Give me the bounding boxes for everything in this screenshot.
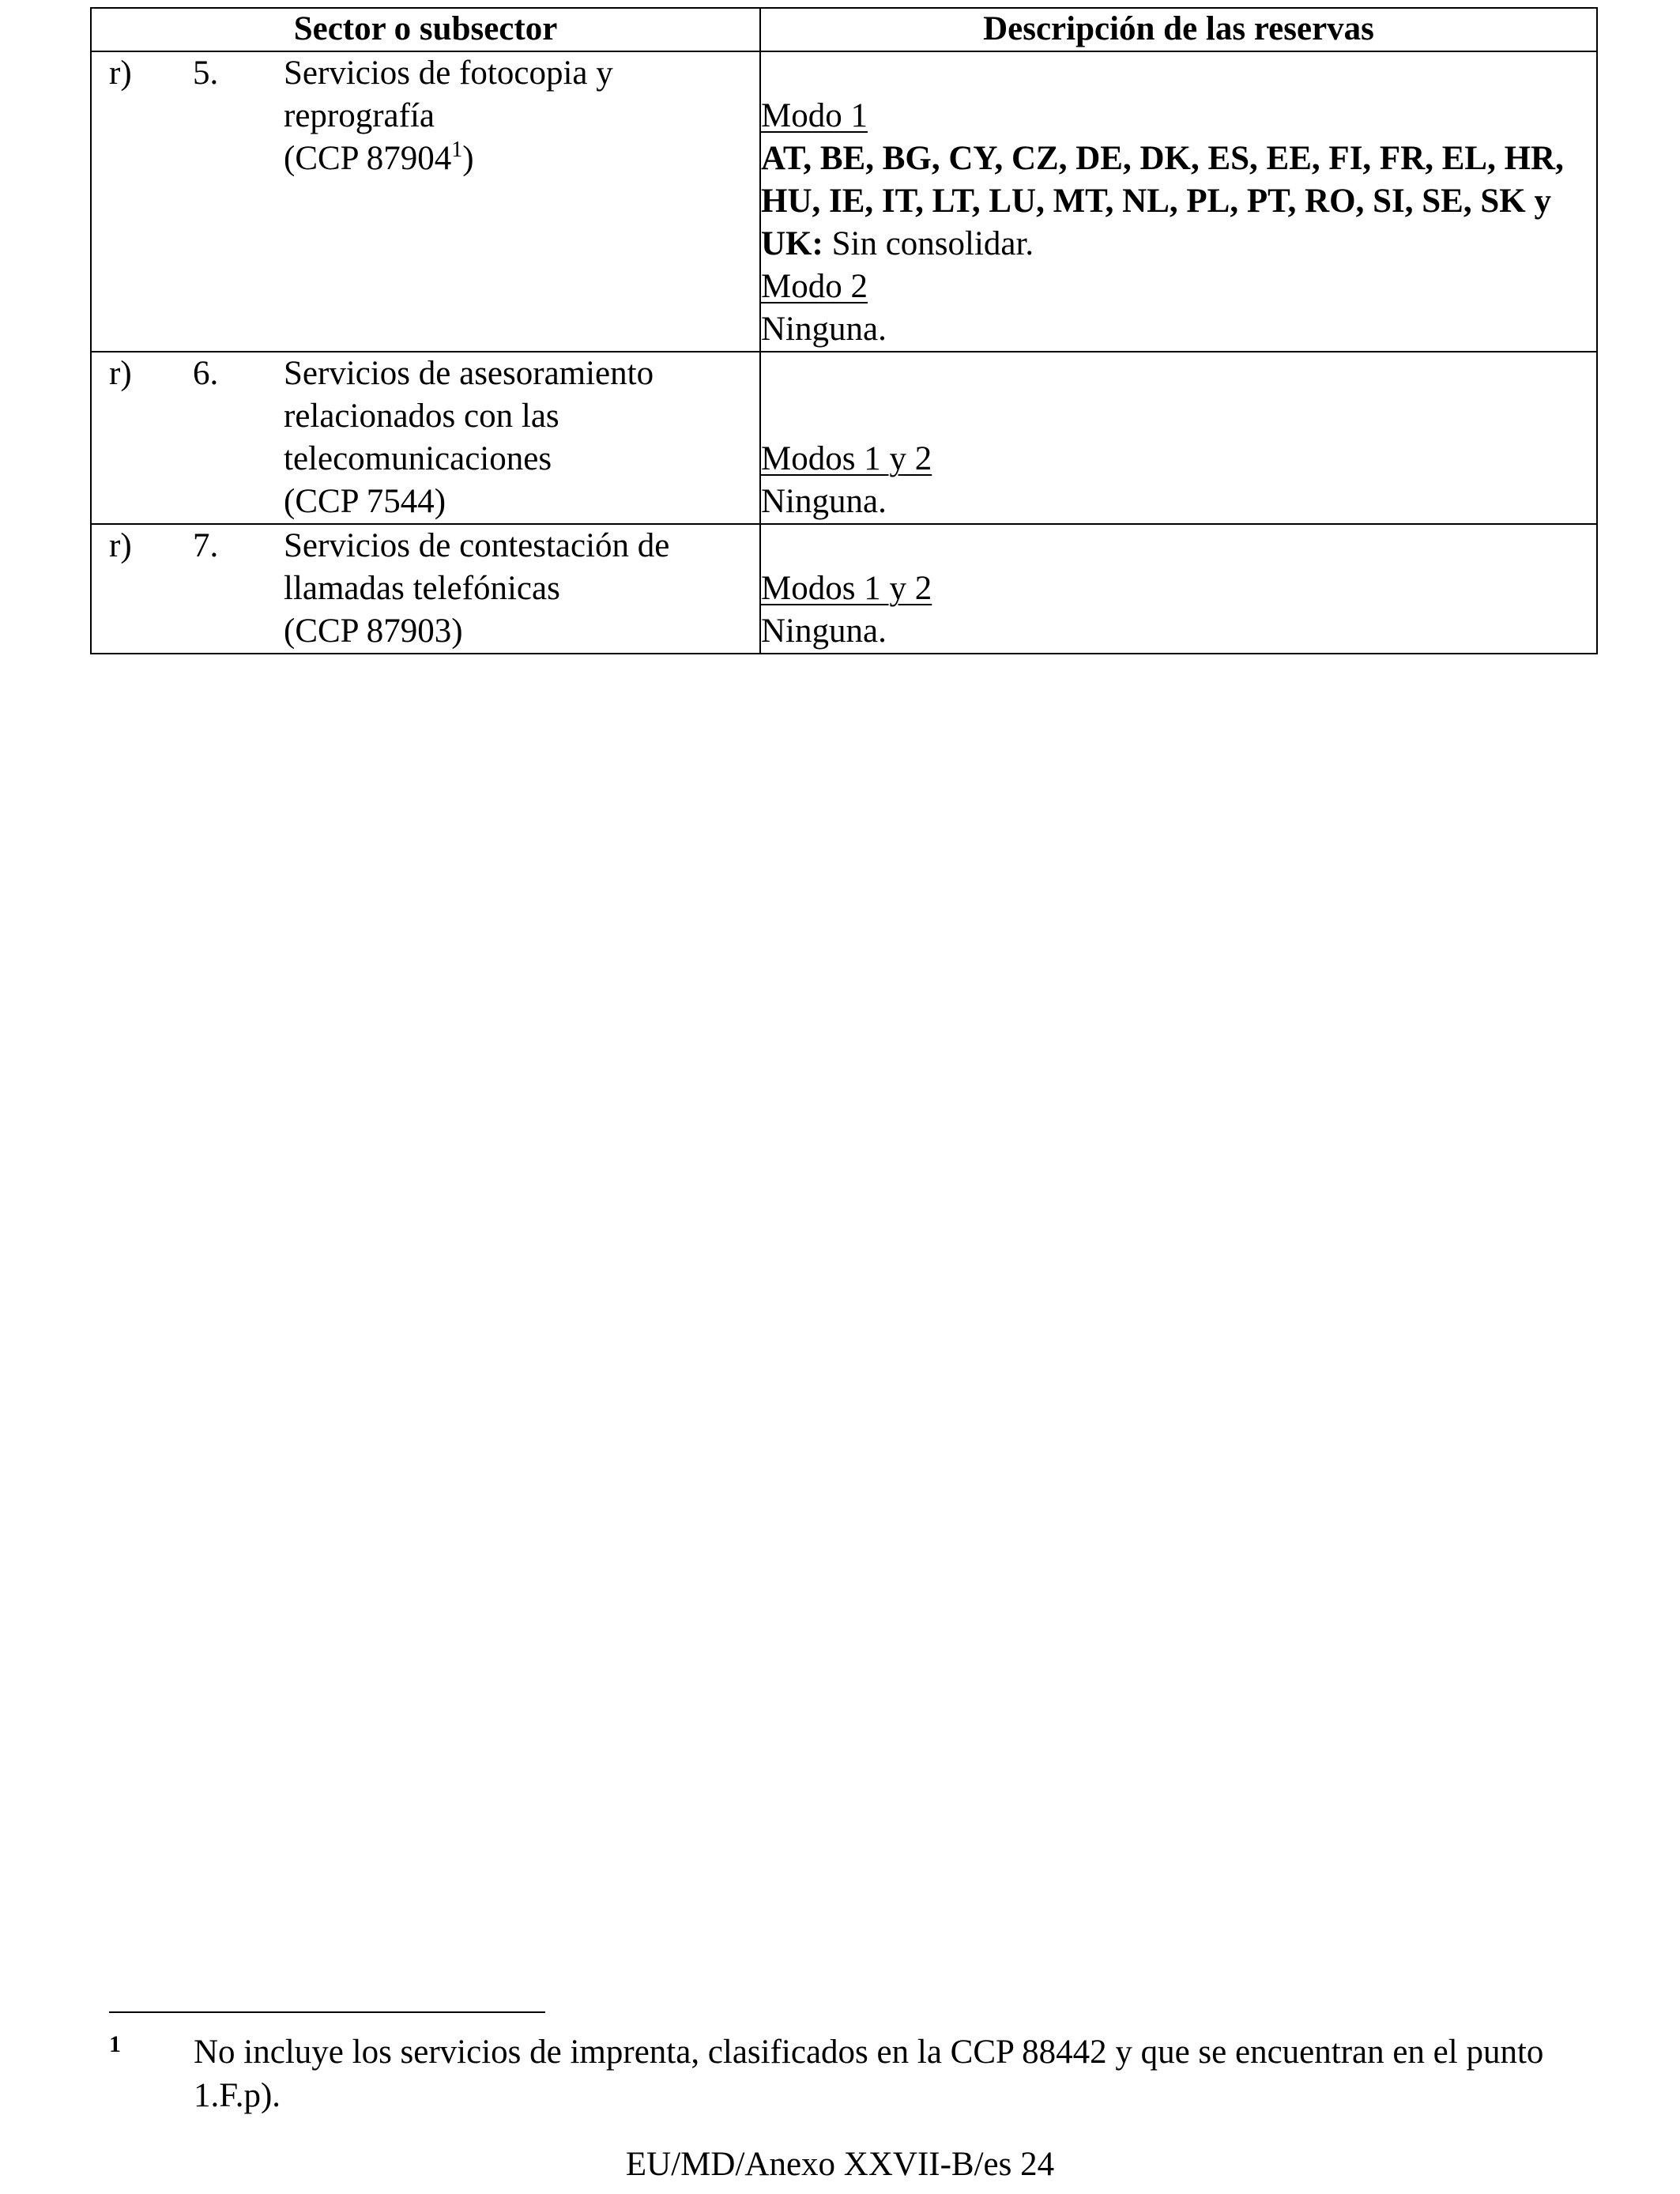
row-letter: r) <box>109 527 132 564</box>
footnote-text: No incluye los servicios de imprenta, clasificados en la CCP 88442 y que se encuentran en el punto 1.F.p). <box>194 2034 1544 2114</box>
sector-code <box>284 138 744 180</box>
sector-code-text: (CCP 87904 <box>284 140 452 177</box>
sector-code: (CCP 87903) <box>284 613 463 650</box>
sector-code: (CCP 7544) <box>284 483 446 520</box>
footnote-reference: 1 <box>451 138 463 162</box>
sector-line: Servicios de asesoramiento <box>284 355 654 392</box>
header-sector: Sector o subsector <box>91 8 760 51</box>
sector-line: Servicios de fotocopia y <box>284 55 613 92</box>
mode-reservation <box>761 138 1596 266</box>
sector-code-close: ) <box>462 140 474 177</box>
sector-cell <box>91 352 760 524</box>
row-number: 6. <box>193 355 219 392</box>
page-footer: EU/MD/Anexo XXVII-B/es 24 <box>625 2146 1055 2183</box>
description-cell <box>760 352 1597 524</box>
reservation-text: Ninguna. <box>761 311 887 348</box>
country-list: AT, BE, BG, CY, CZ, DE, DK, ES, EE, FI, FR, EL, HR, HU, IE, IT, LT, LU, MT, NL, PL, PT, RO, SI, SE, SK y UK: <box>761 140 1564 262</box>
mode-heading: Modos 1 y 2 <box>761 440 932 477</box>
description-cell <box>760 51 1597 352</box>
mode-heading: Modos 1 y 2 <box>761 570 932 607</box>
sector-line: telecomunicaciones <box>284 440 552 477</box>
table-row <box>91 51 1597 352</box>
sector-line: reprografía <box>284 97 435 134</box>
sector-line: Servicios de contestación de <box>284 527 670 564</box>
mode-heading: Modo 2 <box>761 268 868 305</box>
reservation-text: Ninguna. <box>761 613 887 650</box>
table-row <box>91 352 1597 524</box>
reservation-text: Ninguna. <box>761 483 887 520</box>
sector-cell <box>91 51 760 352</box>
table-header-row <box>91 8 1597 51</box>
row-number: 5. <box>193 55 219 92</box>
footnote-marker: 1 <box>109 2031 121 2057</box>
description-cell <box>760 524 1597 654</box>
row-number: 7. <box>193 527 219 564</box>
sector-line: relacionados con las <box>284 398 559 435</box>
sector-cell <box>91 524 760 654</box>
table-row <box>91 524 1597 654</box>
header-description: Descripción de las reservas <box>760 8 1597 51</box>
row-letter: r) <box>109 355 132 392</box>
footnote-separator <box>109 2011 545 2013</box>
mode-heading: Modo 1 <box>761 97 868 134</box>
row-letter: r) <box>109 55 132 92</box>
reservations-table <box>90 7 1598 654</box>
reservation-text: Sin consolidar. <box>823 225 1034 262</box>
sector-line: llamadas telefónicas <box>284 570 560 607</box>
